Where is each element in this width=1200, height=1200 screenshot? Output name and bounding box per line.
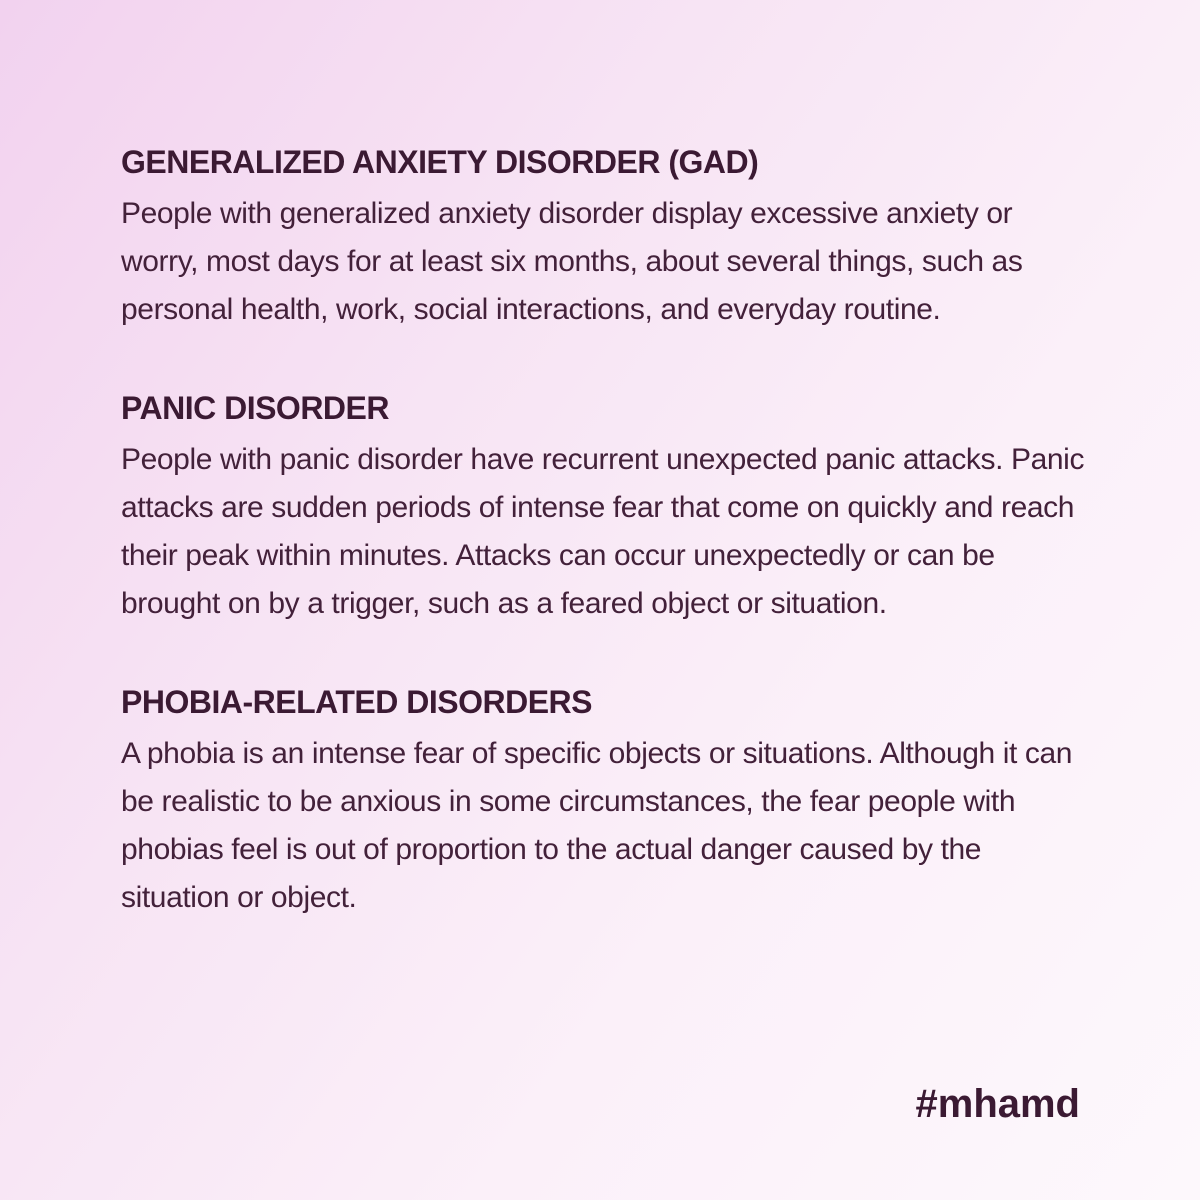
section-panic-disorder: [121, 386, 1096, 628]
hashtag: #mhamd: [915, 1082, 1080, 1126]
section-body-phobia-related-disorders: A phobia is an intense fear of specific objects or situations. Although it can be realistic to be anxious in some circumstances, the fear people with phobias feel is out of proportion to the actual danger caused by the situation or object.: [121, 737, 1073, 914]
section-gad: [121, 140, 1096, 334]
info-card-content: [121, 140, 1096, 922]
section-phobia-related-disorders: [121, 680, 1096, 922]
section-body-gad: People with generalized anxiety disorder display excessive anxiety or worry, most days for at least six months, about several things, such as personal health, work, social interactions, and everyday routine.: [121, 197, 1023, 326]
section-heading-phobia-related-disorders: PHOBIA-RELATED DISORDERS: [121, 684, 592, 720]
section-heading-gad: GENERALIZED ANXIETY DISORDER (GAD): [121, 144, 759, 180]
section-heading-panic-disorder: PANIC DISORDER: [121, 390, 389, 426]
section-body-panic-disorder: People with panic disorder have recurrent unexpected panic attacks. Panic attacks are sudden periods of intense fear that come on quickly and reach their peak within minutes. Attacks can occur unexpectedly or can be brought on by a trigger, such as a feared object or situation.: [121, 443, 1085, 620]
